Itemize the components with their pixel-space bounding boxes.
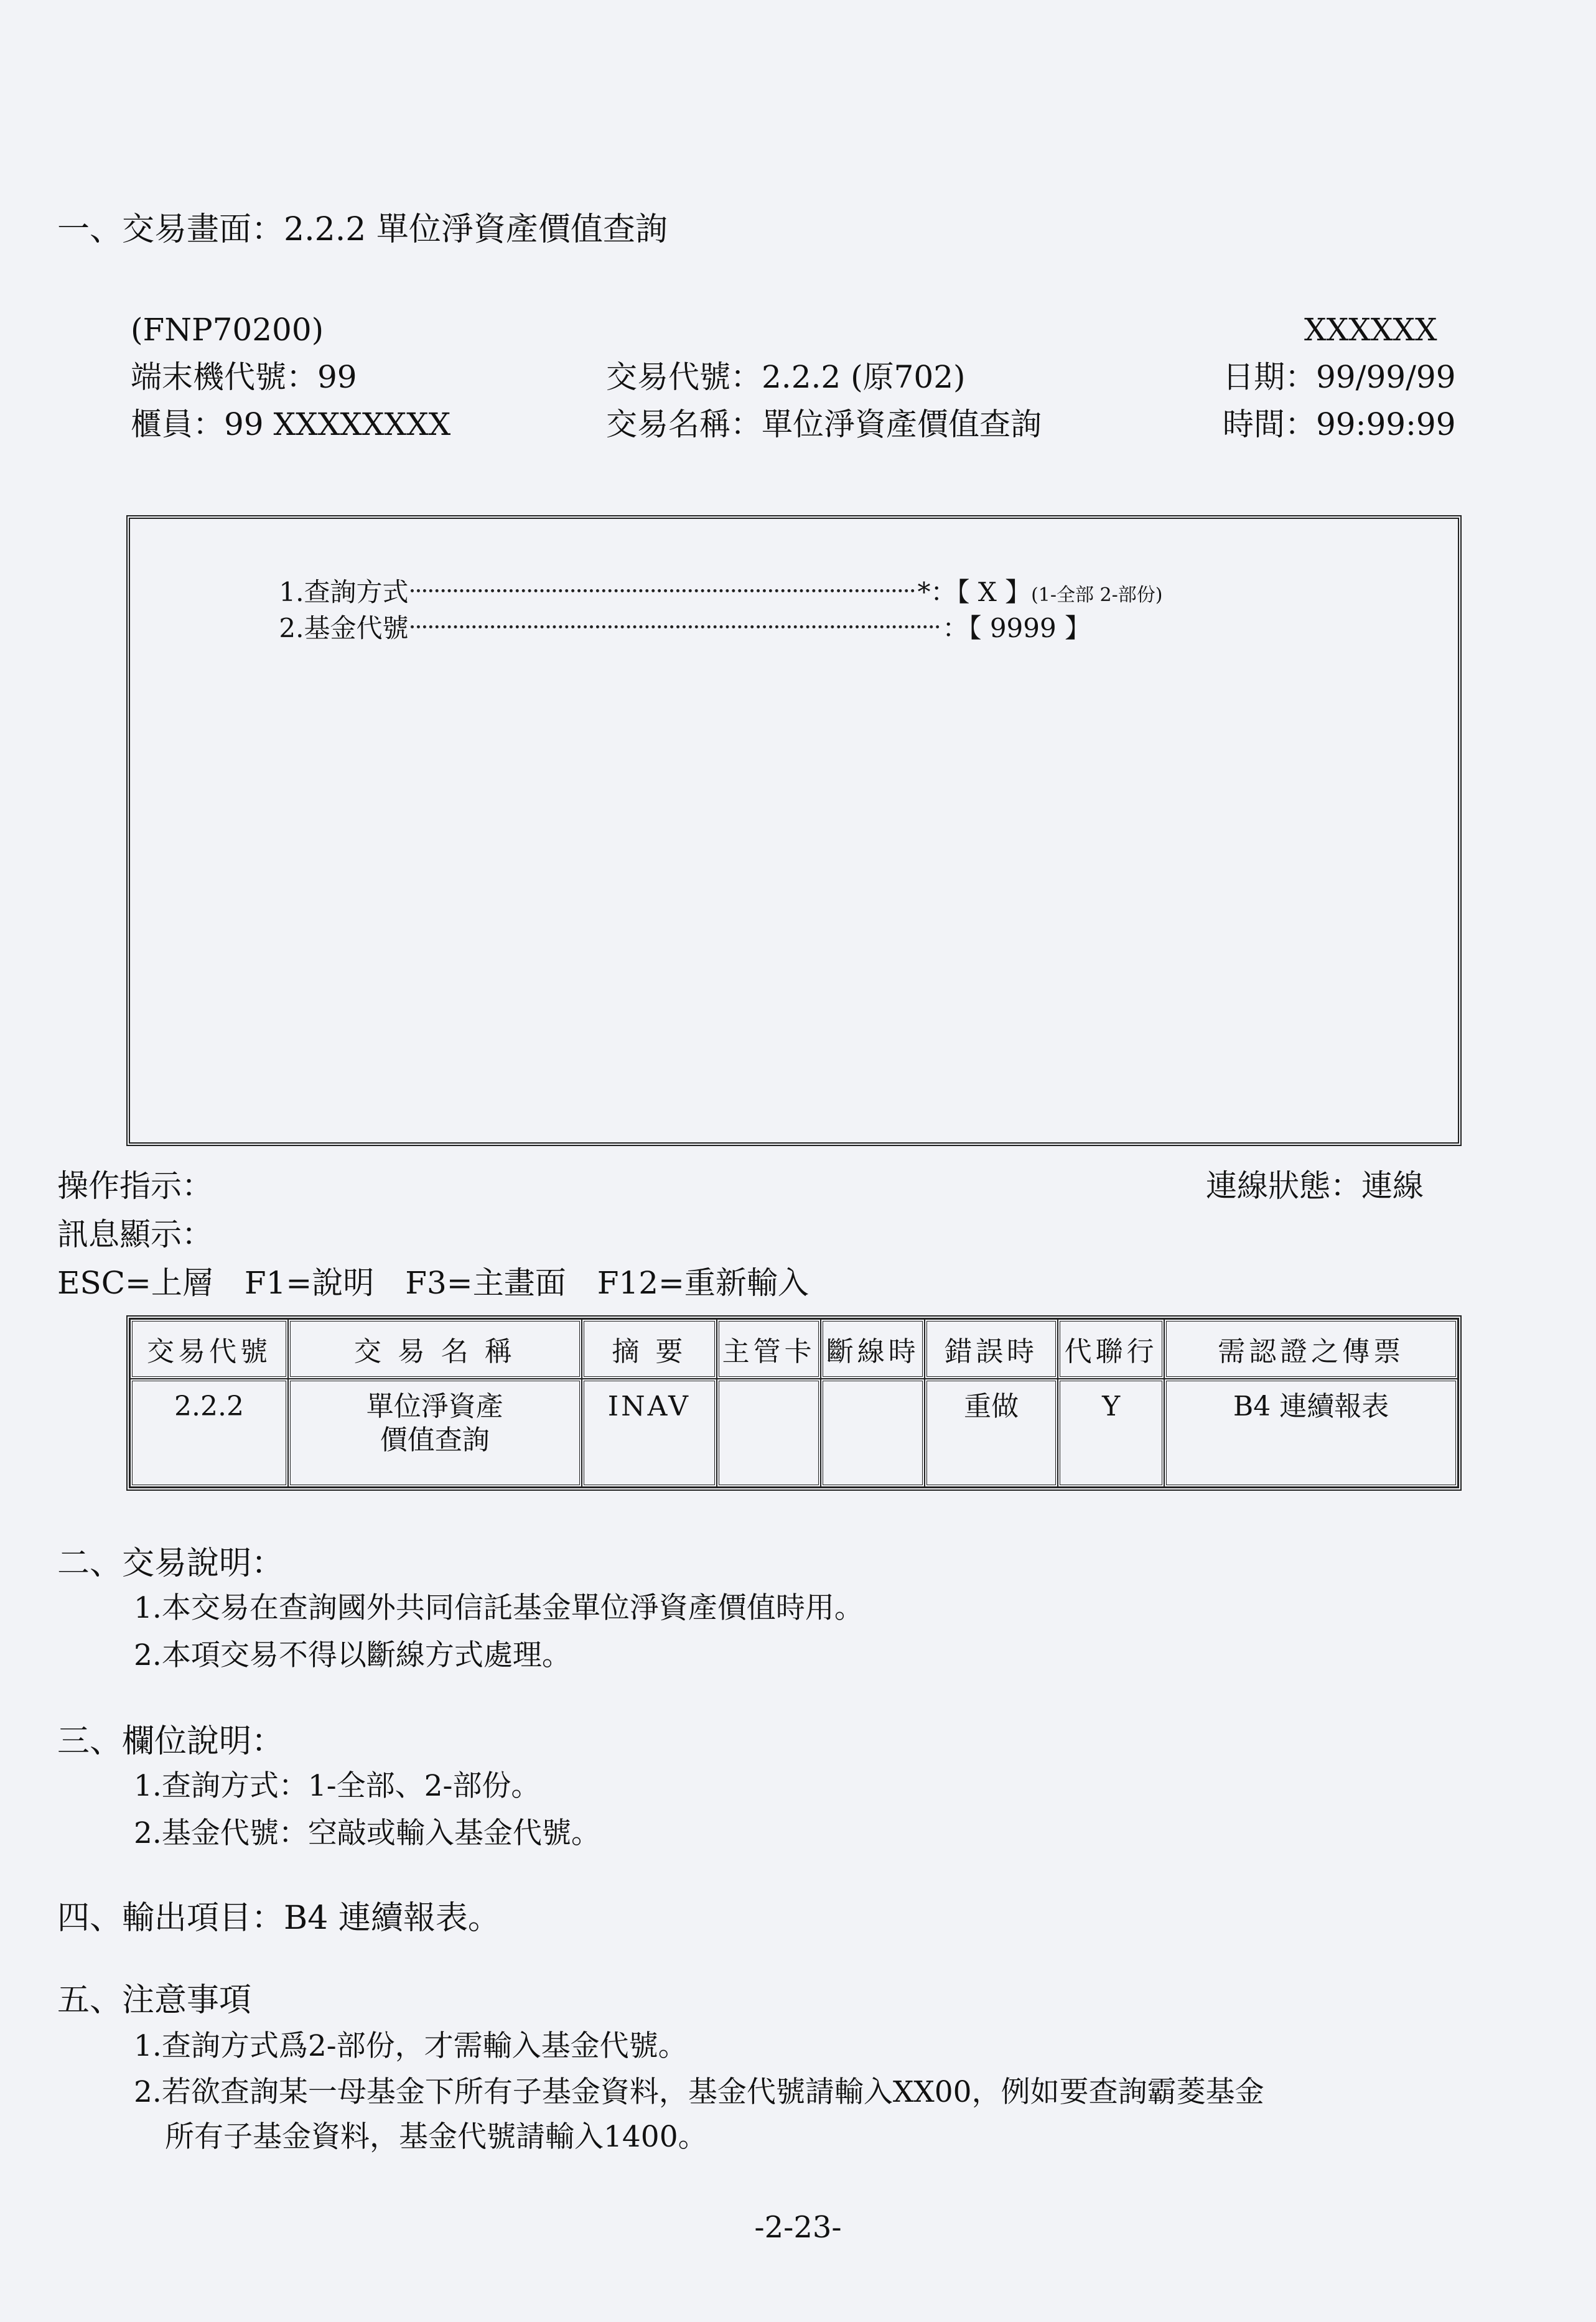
section-5-item-2-cont: 所有子基金資料，基金代號請輸入1400。: [165, 2120, 707, 2154]
col-agent-bank: 代聯行: [1058, 1319, 1164, 1379]
col-voucher: 需認證之傳票: [1164, 1319, 1458, 1379]
teller-id: 櫃員：99 XXXXXXXX: [131, 406, 451, 442]
time-display: 時間：99:99:99: [1223, 406, 1456, 442]
transaction-attribute-table: [126, 1315, 1462, 1491]
section-3-title: 三、欄位說明：: [57, 1723, 284, 1760]
cell-tx-name: 單位淨資產 價值查詢: [288, 1379, 582, 1487]
section-5-item-1: 1.查詢方式爲2-部份，才需輸入基金代號。: [134, 2029, 688, 2063]
query-mode-hint: (1-全部 2-部份): [1031, 584, 1163, 606]
section-4-title: 四、輸出項目：B4 連續報表。: [57, 1900, 500, 1937]
section-5-item-2: 2.若欲查詢某一母基金下所有子基金資料，基金代號請輸入XX00，例如要查詢霸菱基金: [134, 2075, 1264, 2109]
cell-summary: INAV: [582, 1379, 717, 1487]
right-code: XXXXXX: [1304, 312, 1437, 348]
fund-code-input[interactable]: ：【 9999 】: [942, 613, 1091, 643]
cell-agent-bank: Y: [1058, 1379, 1164, 1487]
terminal-id: 端末機代號：99: [131, 359, 357, 395]
col-summary: 摘 要: [582, 1319, 717, 1379]
message-display: 訊息顯示：: [57, 1216, 213, 1252]
cell-offline: [821, 1379, 925, 1487]
table-header-row: [130, 1319, 1458, 1379]
col-supervisor-card: 主管卡: [717, 1319, 821, 1379]
connection-status: 連線狀態：連線: [1206, 1168, 1424, 1204]
col-offline: 斷線時: [821, 1319, 925, 1379]
function-keys: ESC=上層 F1=說明 F3=主畫面 F12=重新輸入: [57, 1265, 809, 1301]
section-5-title: 五、注意事項: [57, 1982, 252, 2019]
cell-on-error: 重做: [925, 1379, 1058, 1487]
cell-tx-code: 2.2.2: [130, 1379, 288, 1487]
required-marker: *: [917, 577, 931, 607]
form-row-fund-code: [246, 580, 1091, 677]
query-mode-input[interactable]: ：【 X 】: [930, 577, 1032, 607]
transaction-name: 交易名稱：單位淨資產價值查詢: [606, 406, 1042, 442]
cell-supervisor-card: [717, 1379, 821, 1487]
fund-code-label: 2.基金代號: [279, 613, 409, 643]
section-2-item-2: 2.本項交易不得以斷線方式處理。: [134, 1638, 571, 1672]
col-on-error: 錯誤時: [925, 1319, 1058, 1379]
transaction-code: 交易代號：2.2.2 (原702): [606, 359, 966, 395]
cell-voucher: B4 連續報表: [1164, 1379, 1458, 1487]
date-display: 日期：99/99/99: [1223, 359, 1456, 395]
program-id: (FNP70200): [131, 312, 324, 348]
section-1-title: 一、交易畫面：2.2.2 單位淨資產價值查詢: [57, 211, 668, 248]
col-tx-name: 交 易 名 稱: [288, 1319, 582, 1379]
page-number: -2-23-: [754, 2210, 842, 2245]
section-3-item-2: 2.基金代號：空敲或輸入基金代號。: [134, 1816, 600, 1850]
section-2-item-1: 1.本交易在查詢國外共同信託基金單位淨資產價值時用。: [134, 1591, 864, 1625]
leader-dots: [411, 625, 940, 628]
section-3-item-1: 1.查詢方式：1-全部、2-部份。: [134, 1769, 541, 1803]
operation-hint: 操作指示：: [57, 1168, 213, 1204]
col-tx-code: 交易代號: [130, 1319, 288, 1379]
section-2-title: 二、交易說明：: [57, 1545, 284, 1582]
table-row: [130, 1379, 1458, 1487]
query-mode-label: 1.查詢方式: [279, 577, 409, 607]
transaction-screen: [126, 515, 1462, 1146]
